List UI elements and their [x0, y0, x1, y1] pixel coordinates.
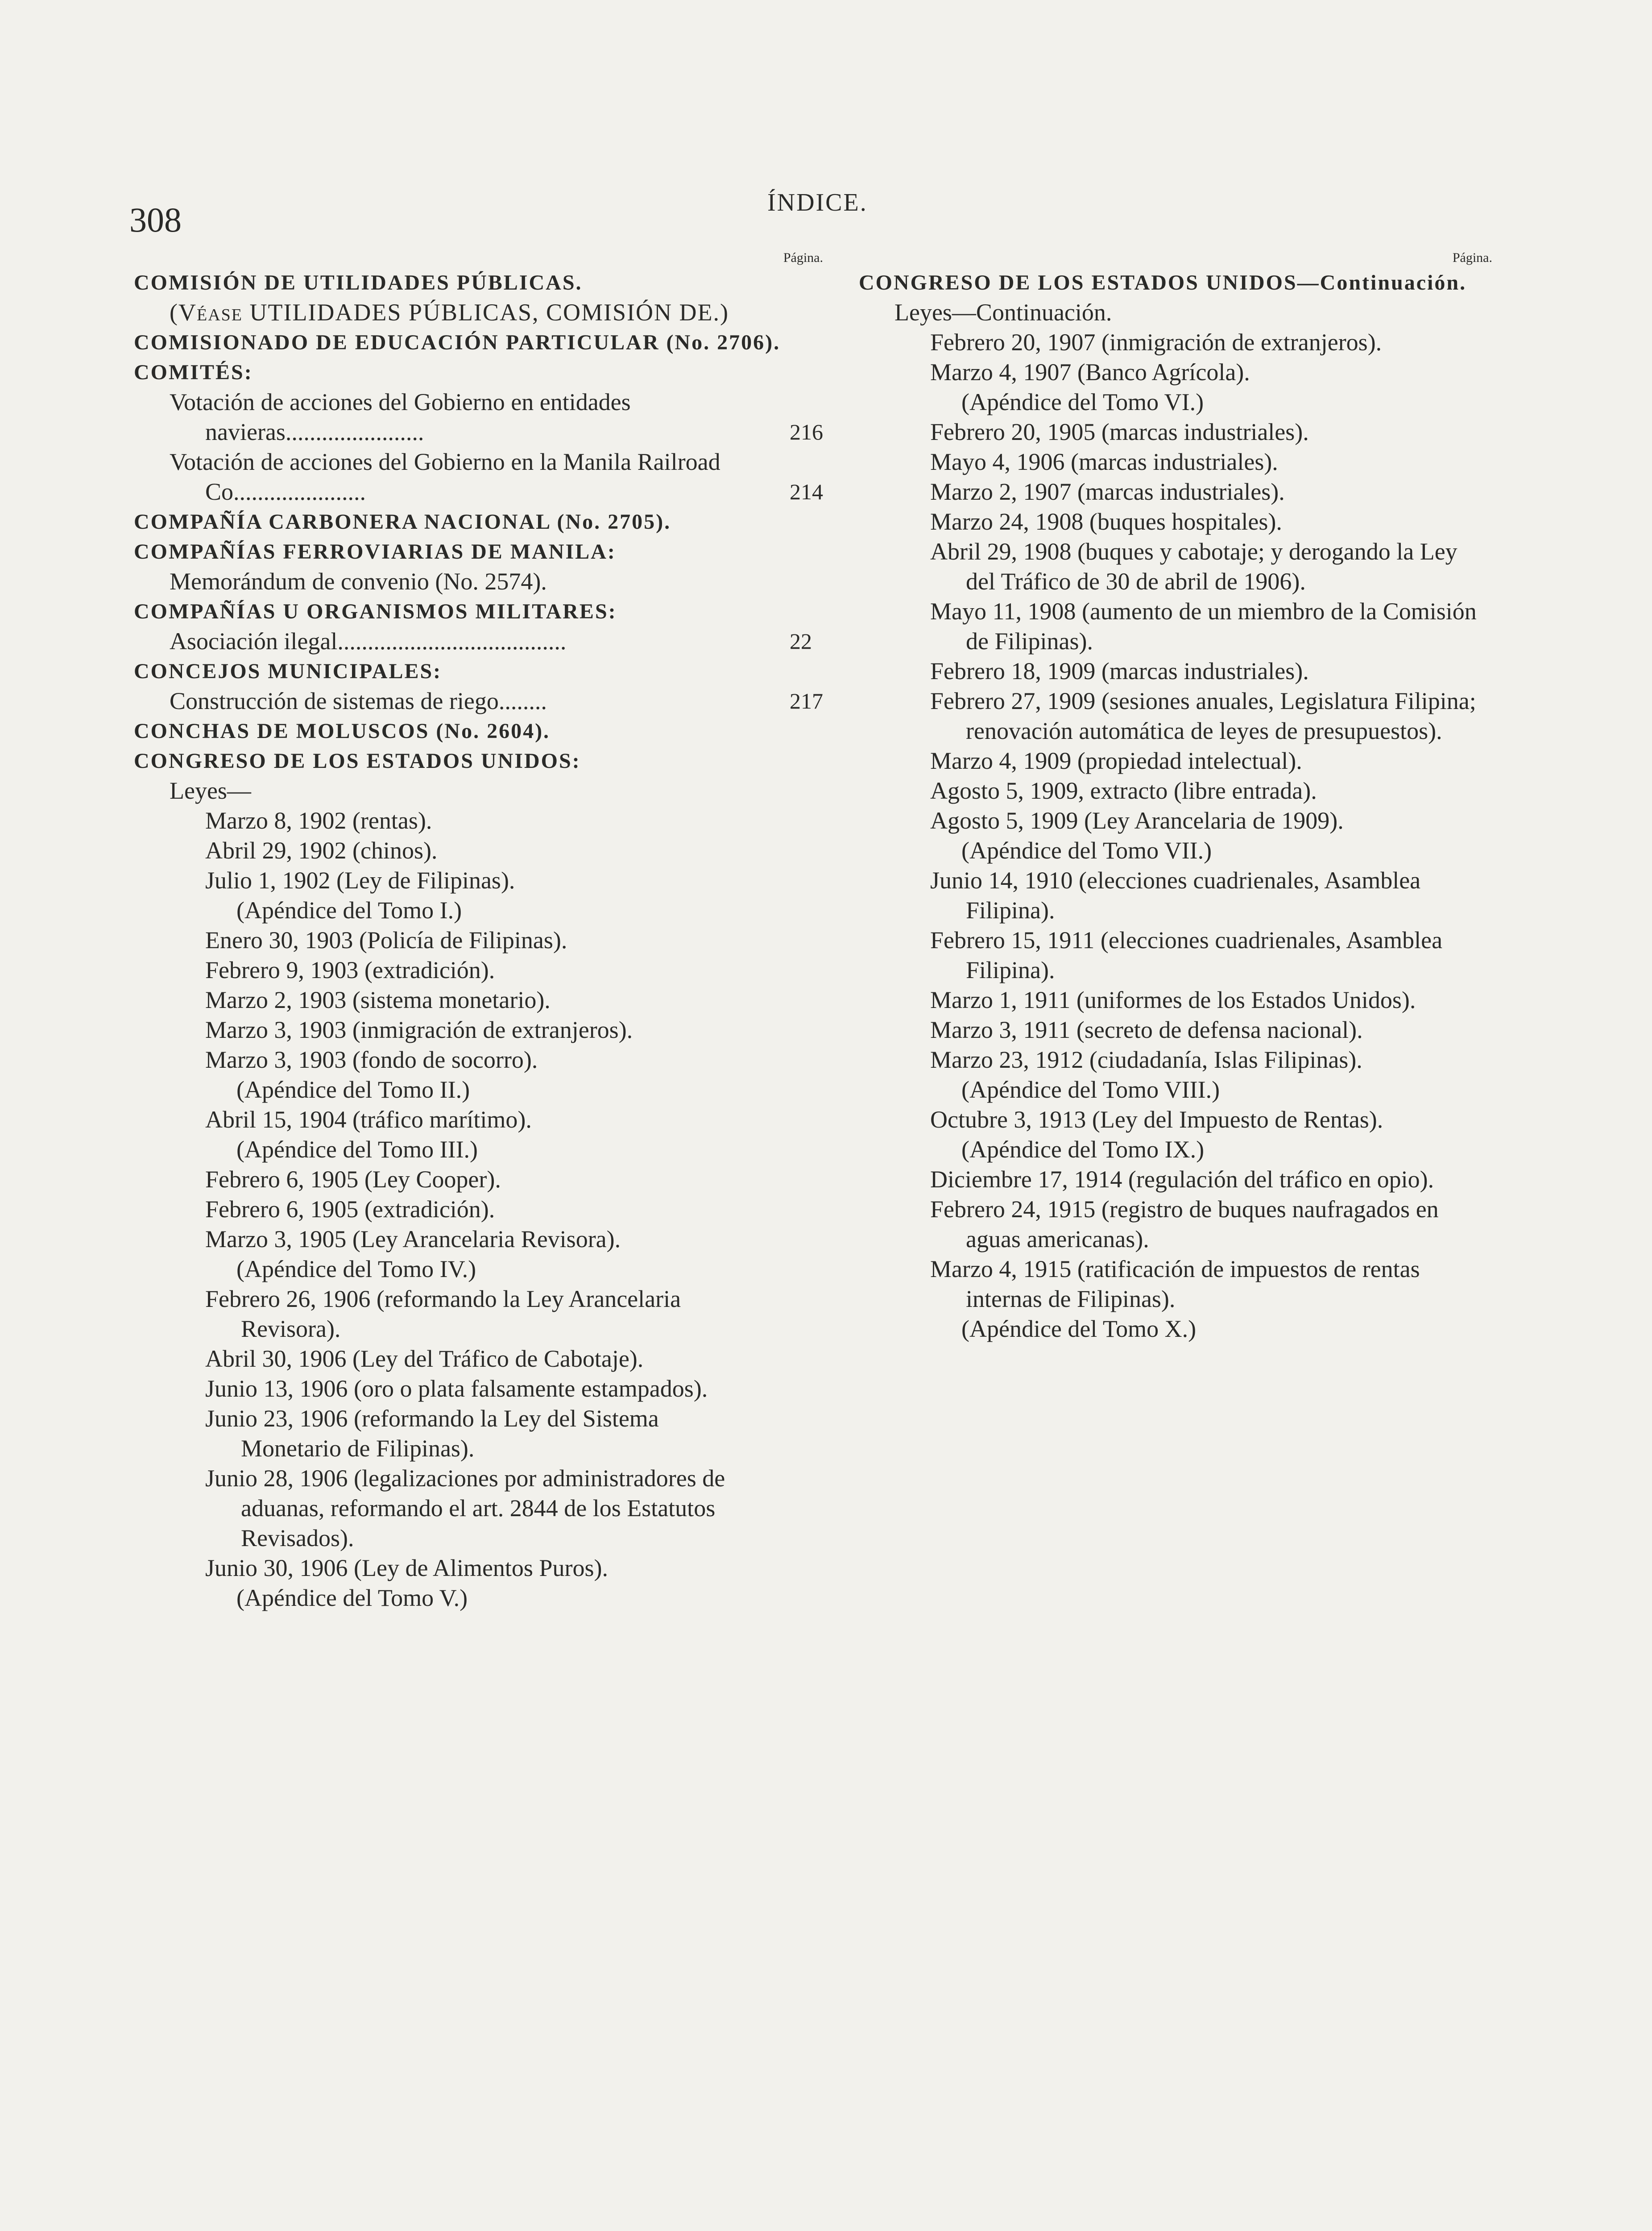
- index-entry: [134, 1194, 825, 1224]
- entry-text: Febrero 6, 1905 (Ley Cooper).: [205, 1166, 501, 1193]
- index-entry: Votación de acciones del Gobierno en la Manila Railroad Co...................... 214: [170, 448, 823, 505]
- entry-text: Marzo 3, 1911 (secreto de defensa nacional).: [930, 1016, 1363, 1043]
- index-entry: [859, 537, 1492, 597]
- entry-text: (Apéndice del Tomo IX.): [961, 1136, 1205, 1163]
- entry-text: Marzo 3, 1903 (fondo de socorro).: [205, 1046, 538, 1073]
- index-entry: Construcción de sistemas de riego........ 217: [170, 688, 823, 714]
- index-entry: [134, 866, 825, 896]
- entry-text: Leyes—Continuación.: [894, 299, 1112, 326]
- entry-text: COMISIÓN DE UTILIDADES PÚBLICAS.: [134, 271, 583, 294]
- index-entry: [859, 925, 1492, 985]
- index-column-left: [134, 250, 825, 1613]
- entry-text: Abril 30, 1906 (Ley del Tráfico de Cabotaje).: [205, 1345, 644, 1372]
- index-entry: Votación de acciones del Gobierno en entidades navieras....................... 216: [170, 389, 823, 445]
- index-entry: [134, 836, 825, 866]
- index-entry: [859, 985, 1492, 1015]
- appendix-note: [134, 1075, 825, 1105]
- entry-text: CONCHAS DE MOLUSCOS (No. 2604).: [134, 719, 551, 743]
- index-entry: [859, 746, 1492, 776]
- index-entry: [859, 1015, 1492, 1045]
- index-heading: [134, 507, 825, 537]
- index-entry: Asociación ilegal...................................... 22: [170, 628, 812, 655]
- entry-text: Mayo 4, 1906 (marcas industriales).: [930, 448, 1278, 475]
- index-heading: [134, 328, 825, 357]
- index-entry: [134, 1224, 825, 1254]
- index-heading: [859, 268, 1492, 298]
- entry-text: Junio 30, 1906 (Ley de Alimentos Puros).: [205, 1555, 608, 1581]
- entry-text: Junio 13, 1906 (oro o plata falsamente estampados).: [205, 1375, 708, 1402]
- entry-text: (Apéndice del Tomo I.): [236, 897, 462, 924]
- entry-text: (Apéndice del Tomo VI.): [961, 389, 1204, 415]
- index-heading: [134, 357, 825, 387]
- entry-text: Marzo 2, 1907 (marcas industriales).: [930, 478, 1285, 505]
- index-entry: [134, 776, 825, 806]
- index-entry: [859, 1045, 1492, 1075]
- entry-text: Febrero 20, 1905 (marcas industriales).: [930, 419, 1309, 445]
- appendix-note: [134, 1583, 825, 1613]
- entry-text: Marzo 8, 1902 (rentas).: [205, 807, 432, 834]
- entry-text: COMISIONADO DE EDUCACIÓN PARTICULAR (No. 2706).: [134, 331, 781, 354]
- index-entry: [134, 1105, 825, 1135]
- entry-text: Asociación ilegal......................................: [170, 628, 567, 655]
- index-entry: [134, 985, 825, 1015]
- index-entry: [859, 866, 1492, 925]
- index-entry: [134, 567, 825, 597]
- entry-text: (Apéndice del Tomo II.): [236, 1076, 470, 1103]
- entry-text: Febrero 9, 1903 (extradición).: [205, 957, 495, 983]
- index-entry: [859, 507, 1492, 537]
- entry-text: Marzo 2, 1903 (sistema monetario).: [205, 987, 551, 1013]
- entry-text: COMPAÑÍAS FERROVIARIAS DE MANILA:: [134, 540, 616, 564]
- entry-text: Febrero 24, 1915 (registro de buques naufragados en aguas americanas).: [930, 1196, 1439, 1252]
- entry-text: Abril 29, 1902 (chinos).: [205, 837, 438, 864]
- index-entry: [134, 925, 825, 955]
- entry-text: Enero 30, 1903 (Policía de Filipinas).: [205, 927, 567, 954]
- entry-text: CONGRESO DE LOS ESTADOS UNIDOS—Continuación.: [859, 271, 1467, 294]
- entry-text: Marzo 24, 1908 (buques hospitales).: [930, 508, 1282, 535]
- running-title: ÍNDICE.: [767, 189, 868, 216]
- entry-text: Marzo 4, 1907 (Banco Agrícola).: [930, 359, 1250, 386]
- entry-text: Agosto 5, 1909, extracto (libre entrada).: [930, 777, 1317, 804]
- appendix-note: [134, 1135, 825, 1165]
- appendix-note: [859, 1314, 1492, 1344]
- entry-text: Marzo 3, 1905 (Ley Arancelaria Revisora).: [205, 1226, 621, 1252]
- index-entry: [134, 1464, 825, 1553]
- index-heading: [134, 716, 825, 746]
- entry-text: Agosto 5, 1909 (Ley Arancelaria de 1909).: [930, 807, 1344, 834]
- entry-text: (Apéndice del Tomo IV.): [236, 1256, 476, 1282]
- index-entry: [859, 477, 1492, 507]
- entry-text: Mayo 11, 1908 (aumento de un miembro de la Comisión de Filipinas).: [930, 598, 1477, 655]
- index-entry: [134, 298, 825, 328]
- index-entry: [134, 1553, 825, 1583]
- pagina-label: Página.: [1452, 250, 1492, 265]
- entry-text: Febrero 20, 1907 (inmigración de extranjeros).: [930, 329, 1382, 356]
- appendix-note: [859, 1075, 1492, 1105]
- index-entry: [134, 1015, 825, 1045]
- entry-text: Marzo 4, 1915 (ratificación de impuestos de rentas internas de Filipinas).: [930, 1256, 1420, 1312]
- index-entry: [134, 1284, 825, 1344]
- index-entry: [859, 357, 1492, 387]
- appendix-note: [859, 387, 1492, 417]
- entry-text: Junio 23, 1906 (reformando la Ley del Sistema Monetario de Filipinas).: [205, 1405, 659, 1462]
- index-entry: [859, 656, 1492, 686]
- entry-text: (Apéndice del Tomo V.): [236, 1584, 468, 1611]
- entry-text: Abril 29, 1908 (buques y cabotaje; y derogando la Ley del Tráfico de 30 de abril de 1906).: [930, 538, 1457, 595]
- entry-text: COMPAÑÍAS U ORGANISMOS MILITARES:: [134, 600, 617, 623]
- entry-text: (Apéndice del Tomo VII.): [961, 837, 1212, 864]
- appendix-note: [134, 1254, 825, 1284]
- index-heading: [134, 597, 825, 626]
- index-entry: [134, 806, 825, 836]
- entry-text: Memorándum de convenio (No. 2574).: [170, 568, 547, 595]
- index-entry: [859, 776, 1492, 806]
- pagina-label: Página.: [783, 250, 823, 265]
- entry-text: Julio 1, 1902 (Ley de Filipinas).: [205, 867, 515, 894]
- entry-text: Febrero 26, 1906 (reformando la Ley Arancelaria Revisora).: [205, 1286, 681, 1342]
- appendix-note: [859, 1135, 1492, 1165]
- index-entry: [134, 955, 825, 985]
- entry-text: Construcción de sistemas de riego........: [170, 688, 547, 714]
- index-entry: [859, 1105, 1492, 1135]
- index-entry: [859, 1165, 1492, 1194]
- appendix-note: [134, 896, 825, 925]
- index-entry: [859, 447, 1492, 477]
- entry-text: CONGRESO DE LOS ESTADOS UNIDOS:: [134, 749, 581, 773]
- index-entry: [134, 1404, 825, 1464]
- entry-text: (Apéndice del Tomo III.): [236, 1136, 478, 1163]
- entry-text: Febrero 15, 1911 (elecciones cuadrienales, Asamblea Filipina).: [930, 927, 1443, 983]
- index-heading: [134, 656, 825, 686]
- entry-text: COMITÉS:: [134, 361, 253, 384]
- entry-text: Abril 15, 1904 (tráfico marítimo).: [205, 1106, 532, 1133]
- entry-text: (Apéndice del Tomo VIII.): [961, 1076, 1220, 1103]
- index-entry: [859, 298, 1492, 328]
- index-entry: [134, 1045, 825, 1075]
- entry-text: (Apéndice del Tomo X.): [961, 1315, 1197, 1342]
- entry-text: COMPAÑÍA CARBONERA NACIONAL (No. 2705).: [134, 510, 671, 534]
- index-entry: [859, 1194, 1492, 1254]
- entry-text: Diciembre 17, 1914 (regulación del tráfico en opio).: [930, 1166, 1434, 1193]
- entry-text: CONCEJOS MUNICIPALES:: [134, 659, 442, 683]
- entry-text: Febrero 27, 1909 (sesiones anuales, Legislatura Filipina; renovación automática de leyes de presupuestos).: [930, 688, 1476, 744]
- index-entry: [859, 1254, 1492, 1314]
- entry-text: Marzo 1, 1911 (uniformes de los Estados Unidos).: [930, 987, 1416, 1013]
- index-entry: [859, 417, 1492, 447]
- entry-text: Marzo 4, 1909 (propiedad intelectual).: [930, 747, 1302, 774]
- entry-text: Marzo 3, 1903 (inmigración de extranjeros).: [205, 1016, 633, 1043]
- index-heading: [134, 746, 825, 776]
- entry-text: Febrero 18, 1909 (marcas industriales).: [930, 658, 1309, 684]
- index-entry: [859, 328, 1492, 357]
- index-heading: [134, 268, 825, 298]
- index-column-right: [859, 250, 1492, 1344]
- index-entry: [134, 1374, 825, 1404]
- entry-text: Marzo 23, 1912 (ciudadanía, Islas Filipinas).: [930, 1046, 1362, 1073]
- index-entry: [134, 1344, 825, 1374]
- entry-text: Leyes—: [170, 777, 251, 804]
- entry-text: Votación de acciones del Gobierno en entidades navieras.......................: [170, 389, 631, 445]
- index-entry: [859, 686, 1492, 746]
- entry-text: Junio 28, 1906 (legalizaciones por administradores de aduanas, reformando el art. 2844 de los Estatutos Revisados).: [205, 1465, 725, 1551]
- index-entry: [859, 597, 1492, 656]
- entry-text: Junio 14, 1910 (elecciones cuadrienales, Asamblea Filipina).: [930, 867, 1421, 924]
- page-number: 308: [129, 200, 182, 239]
- appendix-note: [859, 836, 1492, 866]
- entry-text: Votación de acciones del Gobierno en la Manila Railroad Co......................: [170, 448, 720, 505]
- index-heading: [134, 537, 825, 567]
- entry-text: Febrero 6, 1905 (extradición).: [205, 1196, 495, 1223]
- entry-text: Octubre 3, 1913 (Ley del Impuesto de Rentas).: [930, 1106, 1383, 1133]
- entry-text: (Véase UTILIDADES PÚBLICAS, COMISIÓN DE.): [170, 299, 729, 326]
- index-entry: [134, 1165, 825, 1194]
- index-entry: [859, 806, 1492, 836]
